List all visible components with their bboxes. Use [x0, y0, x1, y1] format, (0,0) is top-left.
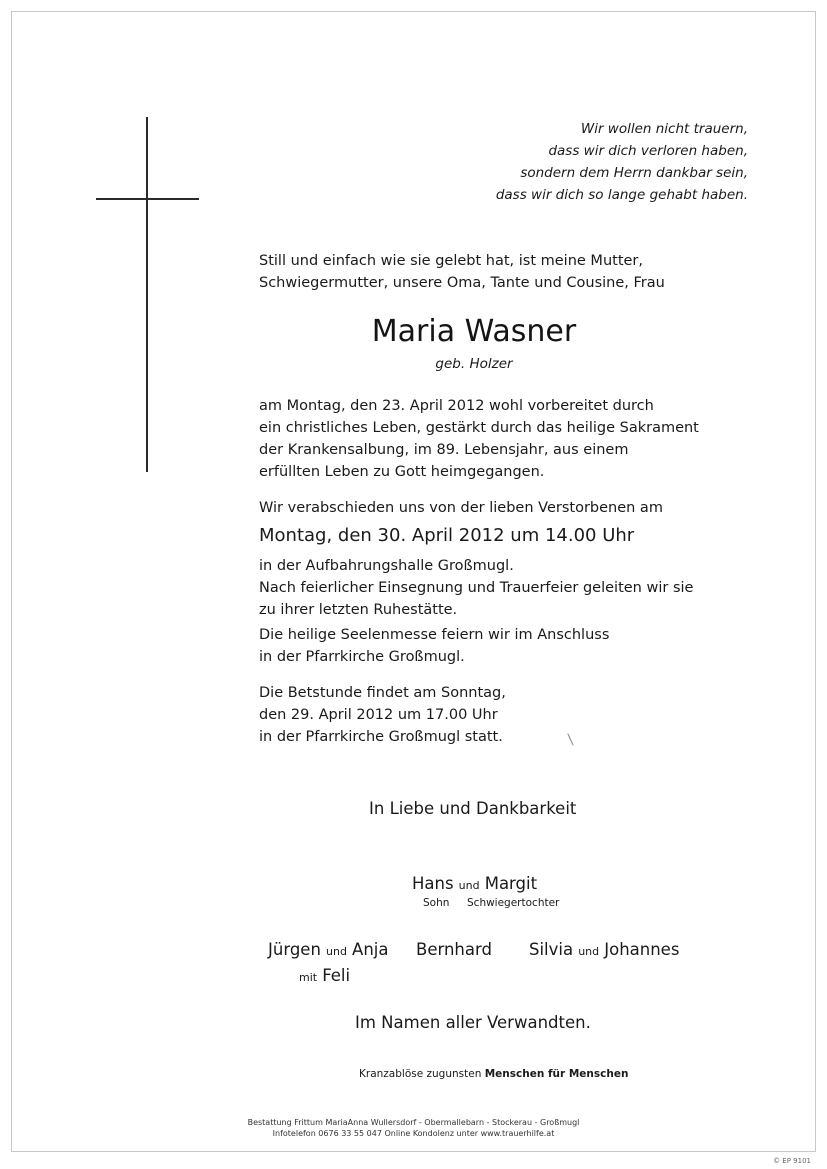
family-role: Sohn	[423, 897, 450, 909]
family-name: Jürgen	[268, 940, 321, 959]
ceremony-line: in der Aufbahrungshalle Großmugl.	[259, 558, 514, 574]
family-name: Anja	[352, 940, 389, 959]
deceased-name: Maria Wasner	[371, 314, 577, 349]
family-jurgen-anja	[268, 940, 388, 959]
family-name: Feli	[322, 966, 351, 985]
poem-line: dass wir dich so lange gehabt haben.	[495, 187, 748, 203]
mass-text	[259, 624, 609, 668]
wreath-note	[359, 1068, 628, 1080]
passing-line: der Krankensalbung, im 89. Lebensjahr, aus einem	[259, 442, 629, 458]
relatives-line: Im Namen aller Verwandten.	[355, 1013, 591, 1032]
ceremony-line: zu ihrer letzten Ruhestätte.	[259, 602, 458, 618]
passing-text	[259, 395, 699, 483]
intro-line: Still und einfach wie sie gelebt hat, ist meine Mutter,	[259, 253, 643, 269]
family-name: Silvia	[529, 940, 574, 959]
closing-line: In Liebe und Dankbarkeit	[369, 799, 577, 818]
funeral-date: Montag, den 30. April 2012 um 14.00 Uhr	[259, 525, 635, 546]
mass-line: in der Pfarrkirche Großmugl.	[259, 649, 465, 665]
family-name: Hans	[412, 874, 454, 893]
ceremony-line: Nach feierlicher Einsegnung und Trauerfeier geleiten wir sie	[259, 580, 694, 596]
family-feli	[299, 966, 350, 985]
poem-line: dass wir dich verloren haben,	[548, 143, 748, 159]
prayer-line: den 29. April 2012 um 17.00 Uhr	[259, 707, 498, 723]
footer-line: Infotelefon 0676 33 55 047 Online Kondolenz unter www.trauerhilfe.at	[272, 1129, 555, 1138]
family-und: und	[458, 879, 480, 892]
family-name: Johannes	[604, 940, 680, 959]
intro-line: Schwiegermutter, unsere Oma, Tante und Cousine, Frau	[259, 275, 665, 291]
wreath-prefix: Kranzablöse zugunsten	[359, 1068, 485, 1080]
intro-text	[259, 250, 665, 294]
family-und: und	[578, 945, 600, 958]
farewell-intro: Wir verabschieden uns von der lieben Verstorbenen am	[259, 500, 663, 516]
poem-line: Wir wollen nicht trauern,	[580, 121, 748, 137]
poem	[496, 118, 748, 206]
print-code: © EP 9101	[773, 1157, 811, 1165]
wreath-charity: Menschen für Menschen	[484, 1068, 629, 1080]
family-mit: mit	[299, 971, 318, 984]
passing-line: erfüllten Leben zu Gott heimgegangen.	[259, 464, 545, 480]
ceremony-text	[259, 555, 693, 621]
family-und: und	[326, 945, 347, 958]
footer-line: Bestattung Frittum MariaAnna Wullersdorf - Obermallebarn - Stockerau - Großmugl	[247, 1118, 580, 1127]
maiden-name: geb. Holzer	[435, 356, 513, 372]
family-role: Schwiegertochter	[467, 897, 560, 909]
poem-line: sondern dem Herrn dankbar sein,	[520, 165, 748, 181]
prayer-text	[259, 682, 506, 748]
passing-line: ein christliches Leben, gestärkt durch das heilige Sakrament	[259, 420, 699, 436]
prayer-line: Die Betstunde findet am Sonntag,	[259, 685, 506, 701]
passing-line: am Montag, den 23. April 2012 wohl vorbereitet durch	[259, 398, 654, 414]
cross-icon-vertical	[146, 117, 148, 472]
mass-line: Die heilige Seelenmesse feiern wir im Anschluss	[259, 627, 610, 643]
family-bernhard: Bernhard	[416, 940, 492, 959]
cross-icon-horizontal	[96, 198, 199, 200]
family-silvia-johannes	[529, 940, 679, 959]
prayer-line: in der Pfarrkirche Großmugl statt.	[259, 729, 503, 745]
family-name: Margit	[484, 874, 538, 893]
family-hans-margit	[412, 874, 537, 893]
